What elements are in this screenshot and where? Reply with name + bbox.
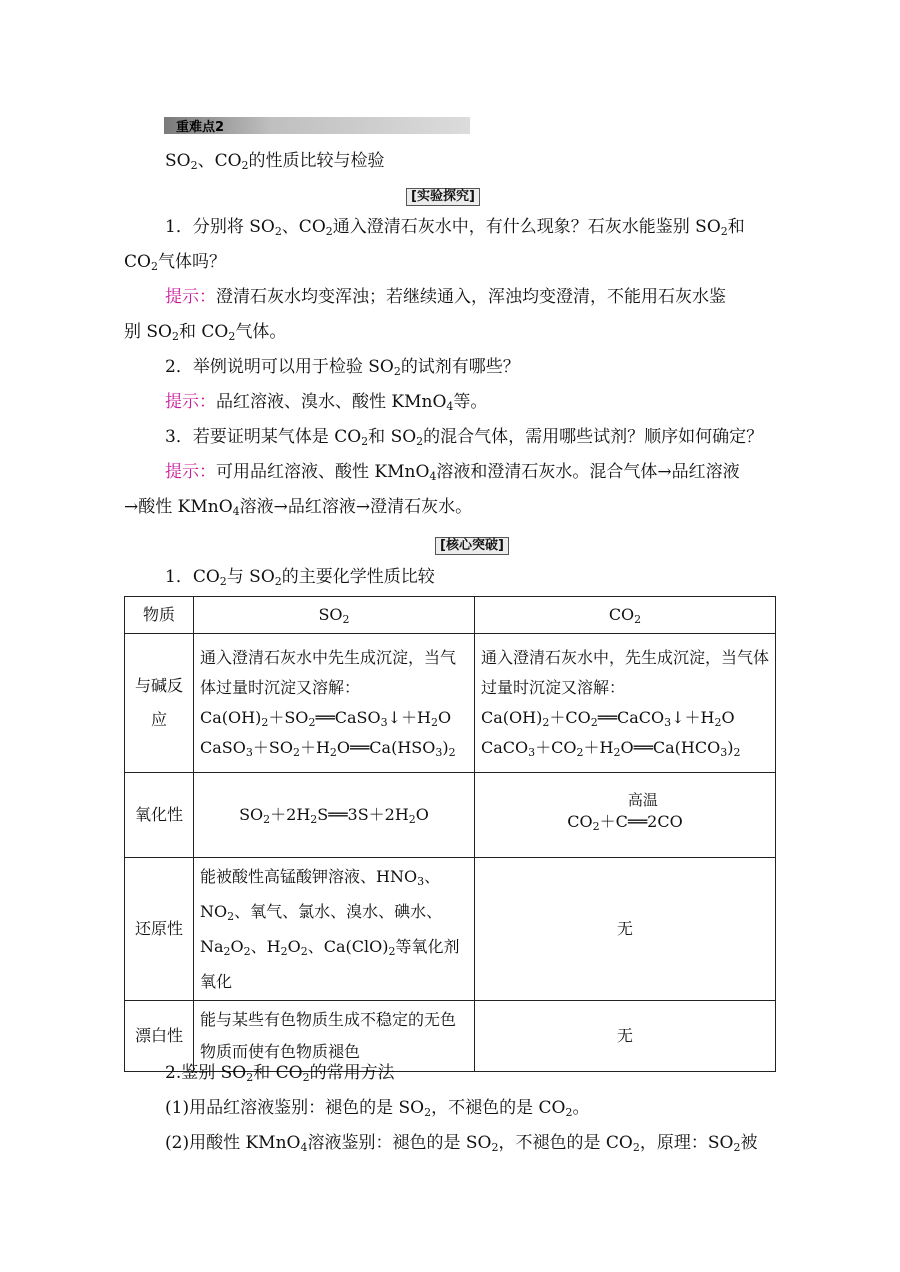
hint-label: 提示： <box>165 392 216 412</box>
topic-title: $SO_2$、$CO_2$的性质比较与检验 <box>165 151 385 172</box>
so2-oxidizing: $SO_2+2H_2S══3S+2H_2O$ <box>194 773 475 858</box>
key-point-banner <box>164 117 470 134</box>
header-substance: 物质 <box>125 597 194 634</box>
co2-ox-arrow <box>627 791 658 837</box>
so2-reducing-line-3: $Na_2O_2$、$H_2O_2$、$Ca(ClO)_2$等氧化剂 <box>200 937 460 958</box>
answer-1-line-2: 别 $SO_2$和 $CO_2$气体。 <box>124 322 287 343</box>
header-co2: $CO_2$ <box>475 597 776 634</box>
label-oxidizing: 氧化性 <box>125 773 194 858</box>
comparison-table <box>124 596 776 1072</box>
label-bleaching: 漂白性 <box>125 1001 194 1072</box>
so2-base-eq-1: $Ca(OH)_2+SO_2══CaSO_3↓+H_2O$ <box>200 708 452 729</box>
tag-core-breakthrough: [核心突破] <box>435 537 509 555</box>
answer-1-text: 澄清石灰水均变浑浊；若继续通入，浑浊均变澄清，不能用石灰水鉴 <box>216 287 726 307</box>
section-2-heading: 2.鉴别 $SO_2$和 $CO_2$的常用方法 <box>165 1063 395 1084</box>
label-reducing: 还原性 <box>125 858 194 1001</box>
so2-reducing-line-4: 氧化 <box>200 972 233 991</box>
key-point-label: 重难点2 <box>176 120 225 135</box>
table-row <box>125 773 776 858</box>
tag-experiment-explore: [实验探究] <box>406 188 480 206</box>
double-line-arrow: ══ <box>627 812 648 831</box>
table-row <box>125 597 776 634</box>
answer-1-line-1 <box>165 286 726 308</box>
method-1: (1)用品红溶液鉴别：褪色的是 $SO_2$，不褪色的是 $CO_2$。 <box>165 1098 590 1119</box>
co2-base-reaction <box>475 634 776 773</box>
table-row <box>125 858 776 1001</box>
co2-ox-right: 2CO <box>647 812 683 831</box>
so2-reducing-line-2: $NO_2$、氧气、氯水、溴水、碘水、 <box>200 902 443 923</box>
method-2: (2)用酸性 KMnO$_4$溶液鉴别：褪色的是 $SO_2$，不褪色的是 $CO_2$，原理：$SO_2$被 <box>165 1133 758 1154</box>
so2-base-text: 通入澄清石灰水中先生成沉淀，当气体过量时沉淀又溶解： <box>200 648 457 697</box>
co2-reducing: 无 <box>475 858 776 1001</box>
question-2: 2．举例说明可以用于检验 $SO_2$的试剂有哪些？ <box>165 357 520 378</box>
question-3: 3．若要证明某气体是 $CO_2$和 $SO_2$的混合气体，需用哪些试剂？顺序如何确定？ <box>165 427 764 448</box>
answer-3-text: 可用品红溶液、酸性 KMnO$_4$溶液和澄清石灰水。混合气体→品红溶液 <box>216 462 740 483</box>
so2-bleaching: 能与某些有色物质生成不稳定的无色物质而使有色物质褪色 <box>194 1001 475 1072</box>
table-row <box>125 1001 776 1072</box>
hint-label: 提示： <box>165 287 216 307</box>
co2-ox-left: $CO_2+C$ <box>567 812 628 833</box>
hint-label: 提示： <box>165 462 216 482</box>
co2-base-eq-2: $CaCO_3+CO_2+H_2O══Ca(HCO_3)_2$ <box>481 738 741 759</box>
so2-reducing-line-1: 能被酸性高锰酸钾溶液、$HNO_3$、 <box>200 867 441 888</box>
so2-base-reaction <box>194 634 475 773</box>
condition-high-temp: 高温 <box>627 791 658 809</box>
so2-base-eq-2: $CaSO_3+SO_2+H_2O══Ca(HSO_3)_2$ <box>200 738 456 759</box>
co2-oxidizing <box>475 773 776 858</box>
answer-3-line-1 <box>165 461 740 483</box>
header-so2: $SO_2$ <box>194 597 475 634</box>
answer-3-line-2: →酸性 KMnO$_4$溶液→品红溶液→澄清石灰水。 <box>124 497 473 518</box>
label-base-reaction: 与碱反应 <box>125 634 194 773</box>
answer-2-text: 品红溶液、溴水、酸性 KMnO$_4$等。 <box>216 392 488 413</box>
so2-reducing <box>194 858 475 1001</box>
table-row <box>125 634 776 773</box>
question-1-line-2: $CO_2$气体吗？ <box>124 252 226 273</box>
question-1-line-1: 1．分别将 $SO_2$、$CO_2$通入澄清石灰水中，有什么现象？石灰水能鉴别 $SO_2$和 <box>165 217 745 238</box>
section-1-heading: 1．$CO_2$与 $SO_2$的主要化学性质比较 <box>165 567 435 588</box>
co2-base-eq-1: $Ca(OH)_2+CO_2══CaCO_3↓+H_2O$ <box>481 708 735 729</box>
answer-2 <box>165 391 487 413</box>
co2-base-text: 通入澄清石灰水中，先生成沉淀，当气体过量时沉淀又溶解： <box>481 648 770 697</box>
co2-bleaching: 无 <box>475 1001 776 1072</box>
